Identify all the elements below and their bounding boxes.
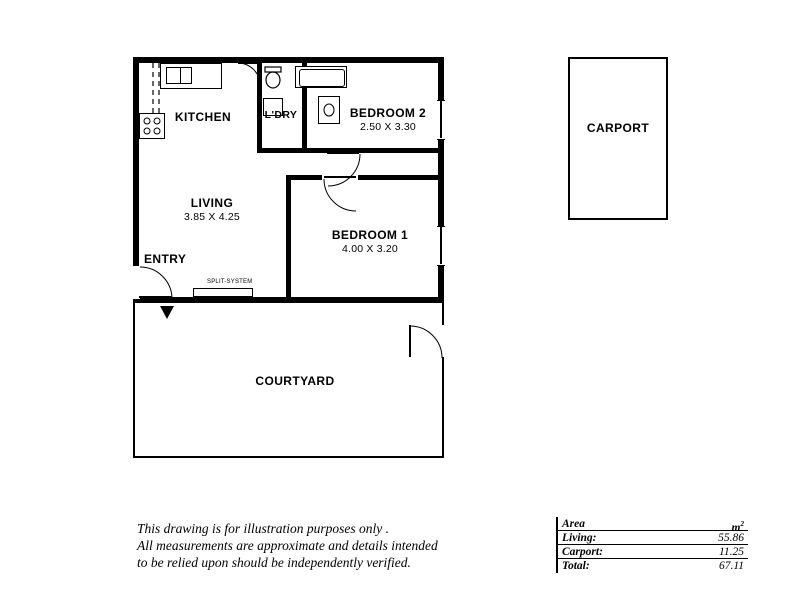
bedroom-1-dims: 4.00 X 3.20 bbox=[342, 243, 398, 255]
courtyard-wall-bottom bbox=[133, 456, 444, 458]
split-system-unit bbox=[193, 288, 253, 297]
entry-label: ENTRY bbox=[144, 252, 187, 266]
courtyard-wall-left bbox=[133, 303, 135, 458]
living-label: LIVING bbox=[190, 196, 234, 210]
disclaimer bbox=[137, 520, 477, 571]
laundry-label: L'DRY bbox=[264, 109, 298, 121]
bath-tub-inner bbox=[299, 69, 345, 87]
courtyard-label: COURTYARD bbox=[255, 374, 335, 388]
area-table bbox=[556, 517, 748, 573]
area-row-total-label: Total: bbox=[562, 560, 590, 572]
area-row-living-value: 55.86 bbox=[718, 532, 744, 544]
area-unit-superscript: 2 bbox=[740, 520, 744, 528]
bedroom-2-dims: 2.50 X 3.30 bbox=[360, 121, 416, 133]
area-row-living-label: Living: bbox=[562, 532, 597, 544]
area-row-carport-label: Carport: bbox=[562, 546, 603, 558]
laundry-door-arc bbox=[236, 61, 262, 87]
bedroom-2-label: BEDROOM 2 bbox=[349, 106, 427, 120]
area-row-total-value: 67.11 bbox=[718, 560, 744, 572]
wall-hall-bed1-top-right bbox=[358, 175, 444, 180]
bedroom-1-label: BEDROOM 1 bbox=[331, 228, 409, 242]
disclaimer-line-2: All measurements are approximate and details intended bbox=[137, 538, 438, 553]
carport-outline bbox=[568, 57, 668, 220]
kitchen-sink bbox=[166, 67, 192, 84]
kitchen-label: KITCHEN bbox=[174, 110, 232, 124]
area-row-carport-value: 11.25 bbox=[718, 546, 744, 558]
area-table-header-label: Area bbox=[562, 518, 585, 530]
carport-label: CARPORT bbox=[586, 121, 650, 135]
window-bedroom1-pane bbox=[440, 226, 442, 264]
entry-door-arc bbox=[138, 265, 174, 301]
wall-hall-bed1-top bbox=[286, 175, 322, 180]
disclaimer-line-1: This drawing is for illustration purposes only . bbox=[137, 521, 390, 536]
area-row-total bbox=[558, 559, 748, 573]
split-system-label: SPLIT-SYSTEM bbox=[207, 279, 253, 285]
wall-living-bed1 bbox=[286, 175, 291, 303]
area-row-living bbox=[558, 531, 748, 545]
house-wall-right bbox=[438, 57, 444, 303]
wall-bed2-bed1 bbox=[302, 148, 444, 153]
living-dims: 3.85 X 4.25 bbox=[184, 211, 240, 223]
area-table-header-row bbox=[558, 517, 748, 534]
toilet-icon bbox=[263, 66, 283, 92]
wall-laundry-bottom bbox=[257, 148, 307, 153]
courtyard-gate-arc bbox=[408, 324, 444, 360]
area-row-carport bbox=[558, 545, 748, 559]
entry-arrow-icon bbox=[159, 305, 175, 319]
bedroom1-door-arc bbox=[322, 177, 358, 213]
disclaimer-line-3: to be relied upon should be independently verified. bbox=[137, 555, 411, 570]
kitchen-sink-divider bbox=[180, 67, 181, 84]
area-table-header-unit: $m^2$ bbox=[731, 520, 744, 534]
